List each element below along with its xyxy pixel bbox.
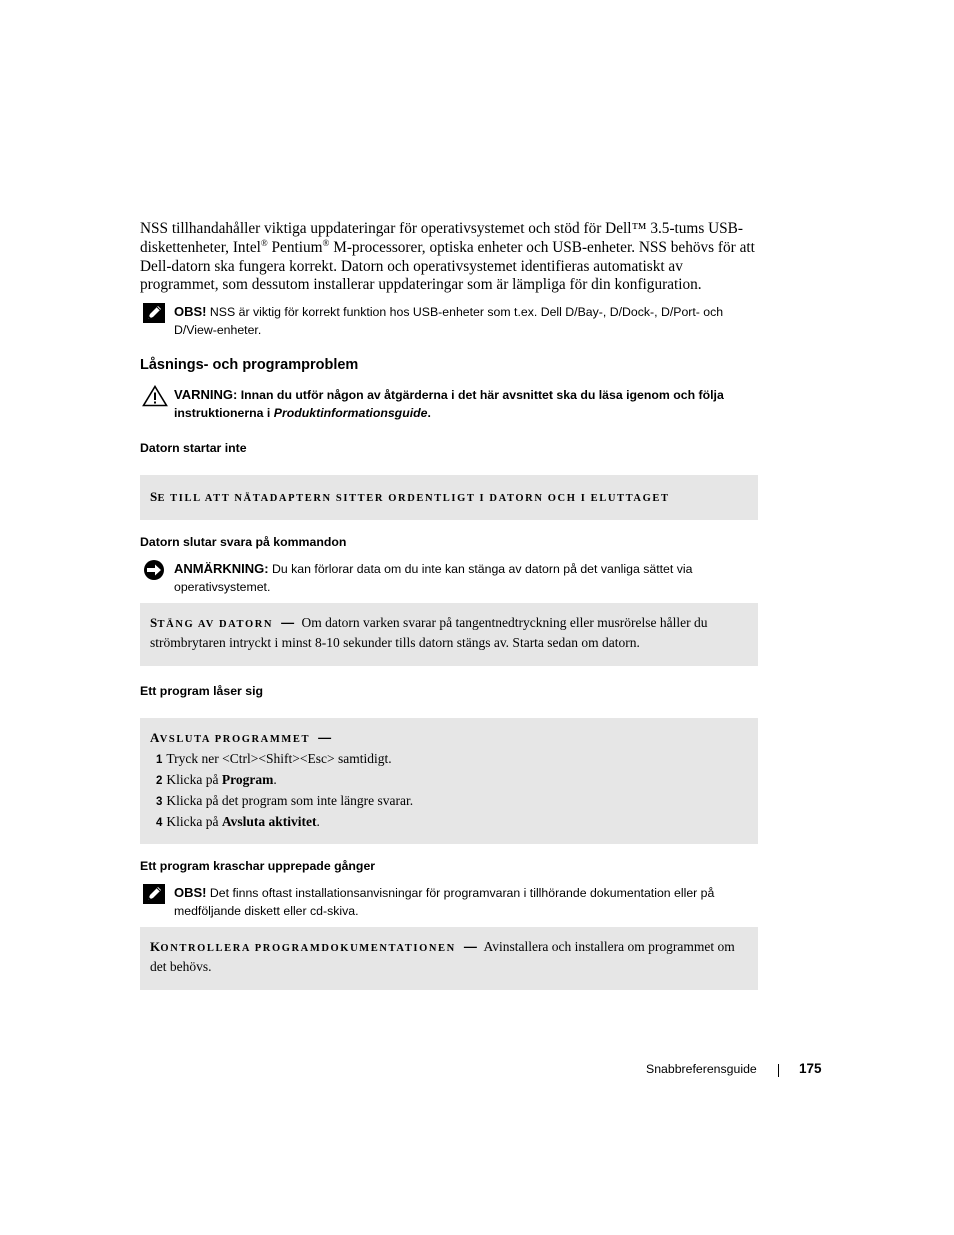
tip-box-shutdown: STÄNG AV DATORN — Om datorn varken svarar på tangentnedtryckning eller musrörelse håller du strömbrytaren intryckt i minst 8-10 sekunder tills datorn stängs av. Starta sedan om datorn. [140,603,758,666]
subheading-not-responding: Datorn slutar svara på kommandon [140,535,347,549]
warning-triangle-icon [142,385,168,407]
note-text: Det finns oftast installationsanvisningar för programvaran i tillhörande dokumentation eller på medföljande diskett eller cd-skiva. [174,886,715,918]
registered-mark: ® [322,237,330,248]
list-item: 3 Klicka på det program som inte längre svarar. [156,793,414,808]
tip-title: SE TILL ATT NÄTADAPTERN SITTER ORDENTLIGT I DATORN OCH I ELUTTAGET [150,489,670,504]
intro-text-3: M-processorer, optiska enheter och USB-enheter. NSS behövs för att Dell-datorn ska fungera korrekt. Datorn och operativsystemet identifieras automatiskt av programmet, som dessutom installerar uppdateringar som är lämpliga för din konfiguration. [140,238,755,294]
tip-text: Om datorn varken svarar på tangentnedtryckning eller musrörelse håller du strömbrytaren intryckt i minst 8-10 sekunder tills datorn stängs av. Starta sedan om datorn. [150,615,708,650]
note-usb [140,303,760,339]
tip-text: Avinstallera och installera om programmet om det behövs. [150,939,735,974]
list-item: 4 Klicka på Avsluta aktivitet. [156,814,320,829]
warning-guide-name: Produktinformationsguide [273,405,428,420]
tip-title: KONTROLLERA PROGRAMDOKUMENTATIONEN [150,939,456,954]
warning-note: VARNING: Innan du utför någon av åtgärderna i det här avsnittet ska du läsa igenom och följa instruktionerna i Produktinformationsguide. [140,386,760,422]
step-list [150,749,748,833]
notice-text: Du kan förlorar data om du inte kan stänga av datorn på det vanliga sättet via operativsystemet. [174,562,693,594]
note-label: OBS! [174,885,207,900]
notice-note [140,560,760,596]
subheading-program-hangs: Ett program låser sig [140,684,264,698]
warning-text: Innan du utför någon av åtgärderna i det här avsnittet ska du läsa igenom och följa instruktionerna i [174,388,724,420]
tip-box-documentation: KONTROLLERA PROGRAMDOKUMENTATIONEN — Avinstallera och installera om programmet om det behövs. [140,927,758,990]
subheading-program-crashes: Ett program kraschar upprepade gånger [140,859,376,873]
note-pencil-icon [142,302,166,324]
list-item: 1 Tryck ner <Ctrl><Shift><Esc> samtidigt. [156,751,392,766]
page-number: 175 [799,1061,822,1076]
footer-guide-name: Snabbreferensguide [646,1062,757,1076]
warning-label: VARNING: [174,387,238,402]
tip-title: AVSLUTA PROGRAMMET [150,730,311,745]
subheading-no-start: Datorn startar inte [140,441,247,455]
note-install [140,884,760,920]
note-text: NSS är viktig för korrekt funktion hos USB-enheter som t.ex. Dell D/Bay-, D/Dock-, D/Port- och D/View-enheter. [174,305,724,337]
intro-text-2: Pentium [267,238,323,256]
list-item: 2 Klicka på Program. [156,772,277,787]
tip-box-adapter [140,475,758,520]
tip-title: STÄNG AV DATORN [150,615,274,630]
section-heading: Låsnings- och programproblem [140,357,359,373]
footer-divider [778,1064,779,1077]
note-label: OBS! [174,304,207,319]
note-pencil-icon [142,883,166,905]
registered-mark: ® [260,237,268,248]
notice-label: ANMÄRKNING: [174,561,269,576]
intro-text-1: NSS tillhandahåller viktiga uppdateringar för operativsystemet och stöd för Dell™ 3.5-tums USB-diskettenheter, Intel [140,220,743,256]
tip-box-end-program: AVSLUTA PROGRAMMET — 1 Tryck ner <Ctrl><Shift><Esc> samtidigt. 2 Klicka på Program. 3 Klicka på det program som inte längre svarar. 4 Klicka på Avsluta aktivitet. [140,718,758,844]
notice-arrow-icon [142,559,166,581]
intro-paragraph [140,220,760,295]
